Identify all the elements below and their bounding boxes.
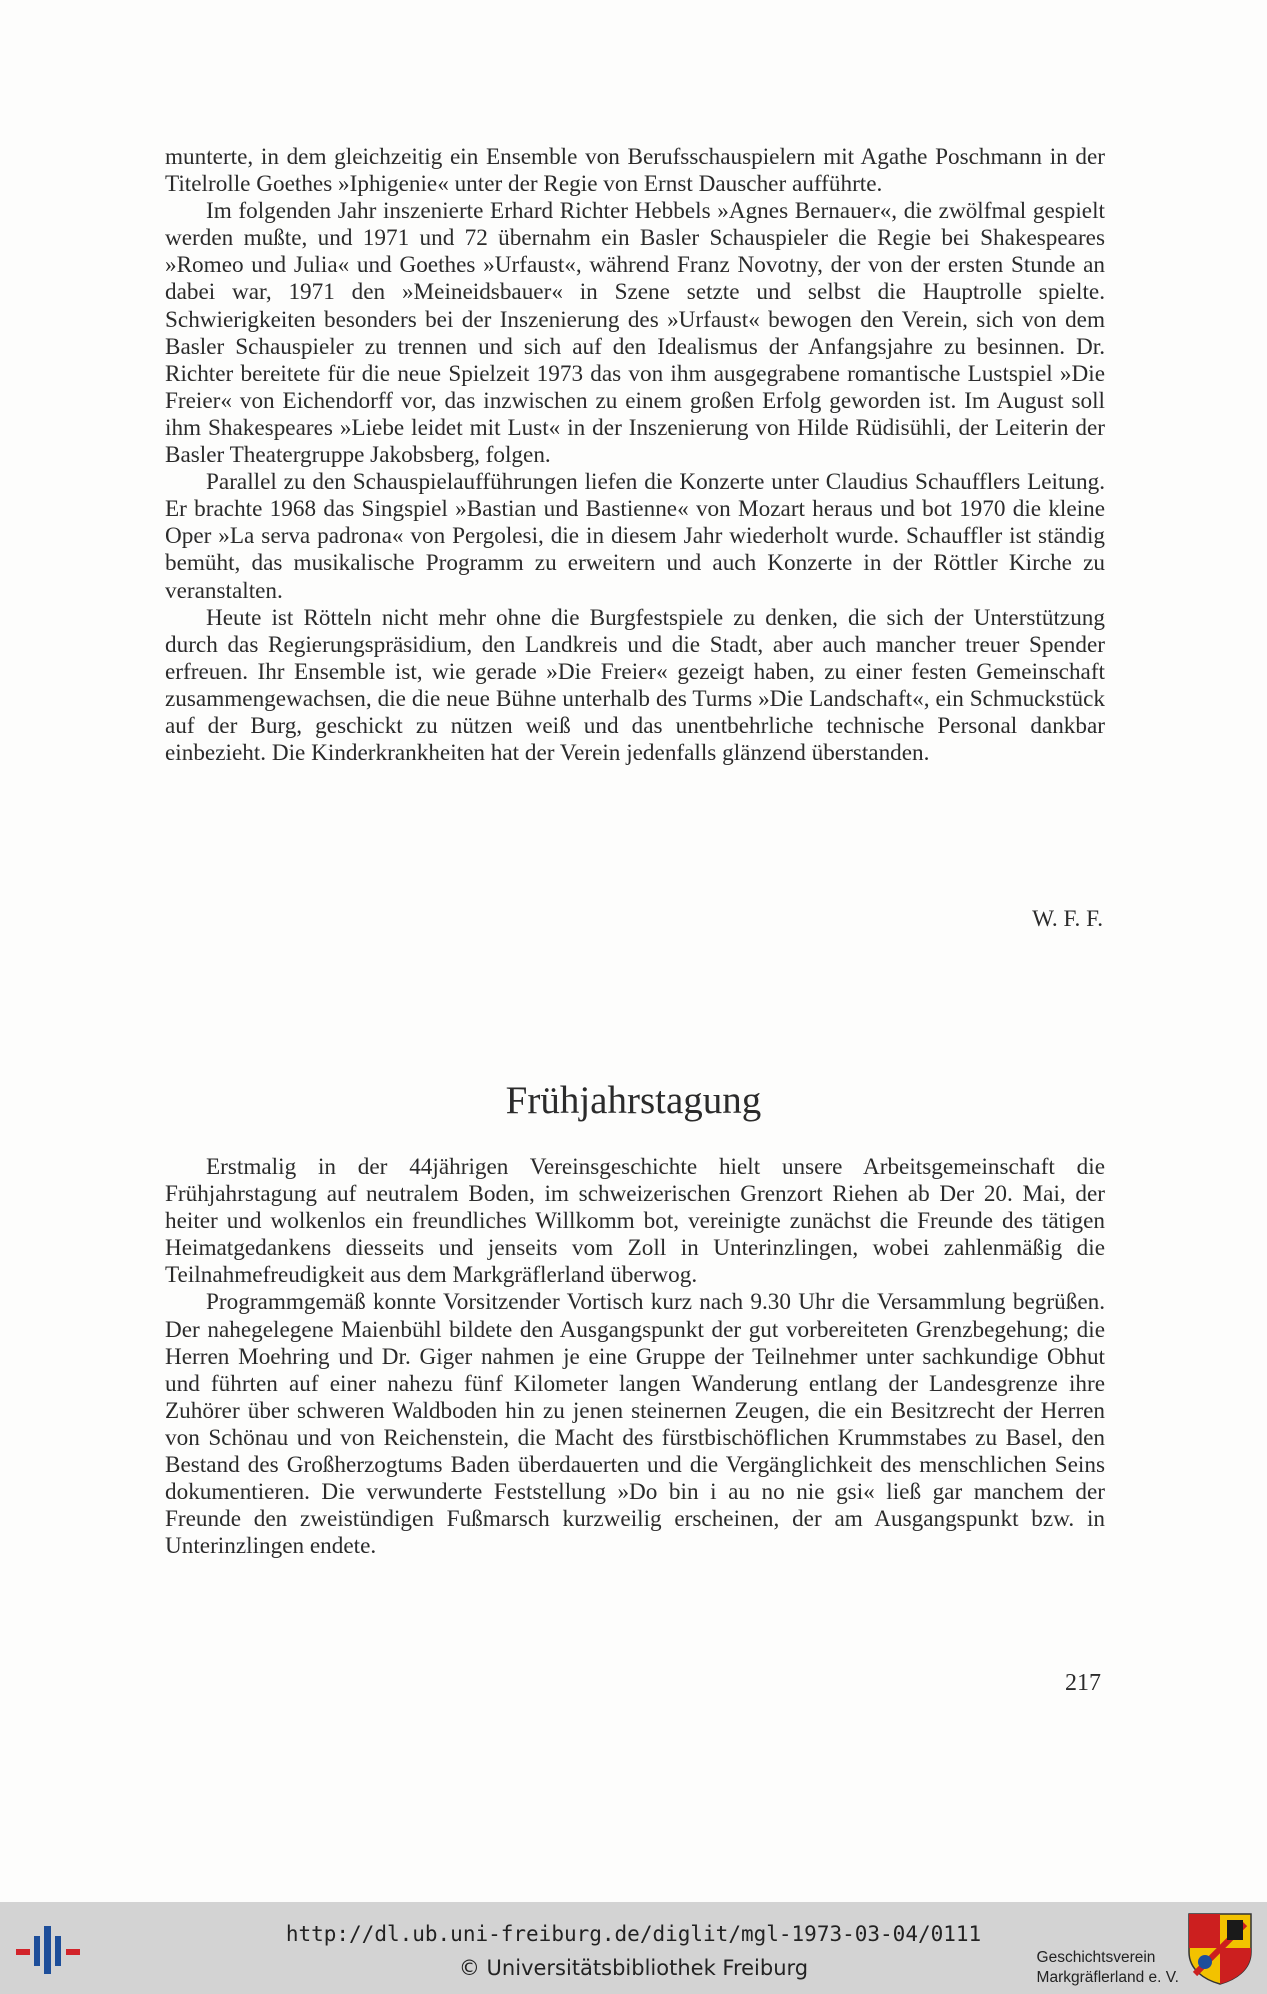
paragraph: Parallel zu den Schauspielaufführungen liefen die Konzerte unter Claudius Schaufflers Leitung. Er brachte 1968 das Singspiel »Bastian und Bastienne« von Mozart heraus und bot 1970 die kleine Oper »La serva padrona« von Pergolesi, die in diesem Jahr wiederholt wurde. Schauffler ist ständig bemüht, das musikalische Programm zu erweitern und auch Konzerte in der Röttler Kirche zu veranstalten. — [165, 469, 1105, 604]
society-name — [1037, 1948, 1179, 1988]
page-number: 217 — [1065, 1670, 1101, 1696]
section-body — [165, 1154, 1105, 1560]
viewer-footer — [0, 1902, 1267, 1994]
society-name-line: Geschichtsverein — [1036, 1949, 1156, 1966]
paragraph: munterte, in dem gleichzeitig ein Ensemble von Berufsschauspielern mit Agathe Poschmann in der Titelrolle Goethes »Iphigenie« unter der Regie von Ernst Dauscher aufführte. — [165, 144, 1105, 198]
society-name-line: Markgräflerland e. V. — [1036, 1969, 1179, 1986]
markgraeflerland-crest-icon — [1187, 1912, 1253, 1986]
paragraph: Heute ist Rötteln nicht mehr ohne die Burgfestspiele zu denken, die sich der Unterstützung durch das Regierungspräsidium, den Landkreis und die Stadt, aber auch mancher treuer Spender erfreuen. Ihr Ensemble ist, wie gerade »Die Freier« gezeigt haben, zu einer festen Gemeinschaft zusammengewachsen, die die neue Bühne unterhalb des Turms »Die Landschaft«, ein Schmuckstück auf der Burg, geschickt zu nützen weiß und das unentbehrliche technische Personal dankbar einbezieht. Die Kinderkrankheiten hat der Verein jedenfalls glänzend überstanden. — [165, 604, 1105, 767]
copyright-notice: © Universitätsbibliothek Freiburg — [458, 1956, 809, 1980]
article-continuation — [165, 144, 1105, 767]
document-url-link[interactable]: http://dl.ub.uni-freiburg.de/diglit/mgl-1973-03-04/0111 — [285, 1922, 982, 1946]
paragraph: Erstmalig in der 44jährigen Vereinsgeschichte hielt unsere Arbeitsgemeinschaft die Frühjahrstagung auf neutralem Boden, im schweizerischen Grenzort Riehen ab Der 20. Mai, der heiter und wolkenlos ein freundliches Willkomm bot, vereinigte zunächst die Freunde des tätigen Heimatgedankens diesseits und jenseits vom Zoll in Unterinzlingen, wobei zahlenmäßig die Teilnahmefreudigkeit aus dem Markgräflerland überwog. — [165, 1154, 1105, 1289]
author-signature: W. F. F. — [1032, 906, 1103, 932]
section-title: Frühjahrstagung — [505, 1079, 762, 1122]
paragraph: Programmgemäß konnte Vorsitzender Vortisch kurz nach 9.30 Uhr die Versammlung begrüßen. Der nahegelegene Maienbühl bildete den Ausgangspunkt der gut vorbereiteten Grenzbegehung; die Herren Moehring und Dr. Giger nahmen je eine Gruppe der Teilnehmer unter sachkundige Obhut und führten auf einer nahezu fünf Kilometer langen Wanderung entlang der Landesgrenze ihre Zuhörer über schweren Waldboden hin zu jenen steinernen Zeugen, die ein Besitzrecht der Herren von Schönau und von Reichenstein, die Macht des fürstbischöflichen Krummstabes zu Basel, den Bestand des Großherzogtums Baden überdauerten und die Vergänglichkeit des menschlichen Seins dokumentieren. Die verwunderte Feststellung »Do bin i au no nie gsi« ließ gar manchem der Freunde den zweistündigen Fußmarsch kurzweilig erscheinen, der am Ausgangspunkt bzw. in Unterinzlingen endete. — [165, 1289, 1105, 1560]
paragraph: Im folgenden Jahr inszenierte Erhard Richter Hebbels »Agnes Bernauer«, die zwölfmal gespielt werden mußte, und 1971 und 72 übernahm ein Basler Schauspieler die Regie bei Shakespeares »Romeo und Julia« und Goethes »Urfaust«, während Franz Novotny, der von der ersten Stunde an dabei war, 1971 den »Meineidsbauer« in Szene setzte und selbst die Hauptrolle spielte. Schwierigkeiten besonders bei der Inszenierung des »Urfaust« bewogen den Verein, sich von dem Basler Schauspieler zu trennen und sich auf den Idealismus der Anfangsjahre zu besinnen. Dr. Richter bereitete für die neue Spielzeit 1973 das von ihm ausgegrabene romantische Lustspiel »Die Freier« von Eichendorff vor, das inzwischen zu einem großen Erfolg geworden ist. Im August soll ihm Shakespeares »Liebe leidet mit Lust« in der Inszenierung von Hilde Rüdisühli, der Leiterin der Basler Theatergruppe Jakobsberg, folgen. — [165, 198, 1105, 469]
